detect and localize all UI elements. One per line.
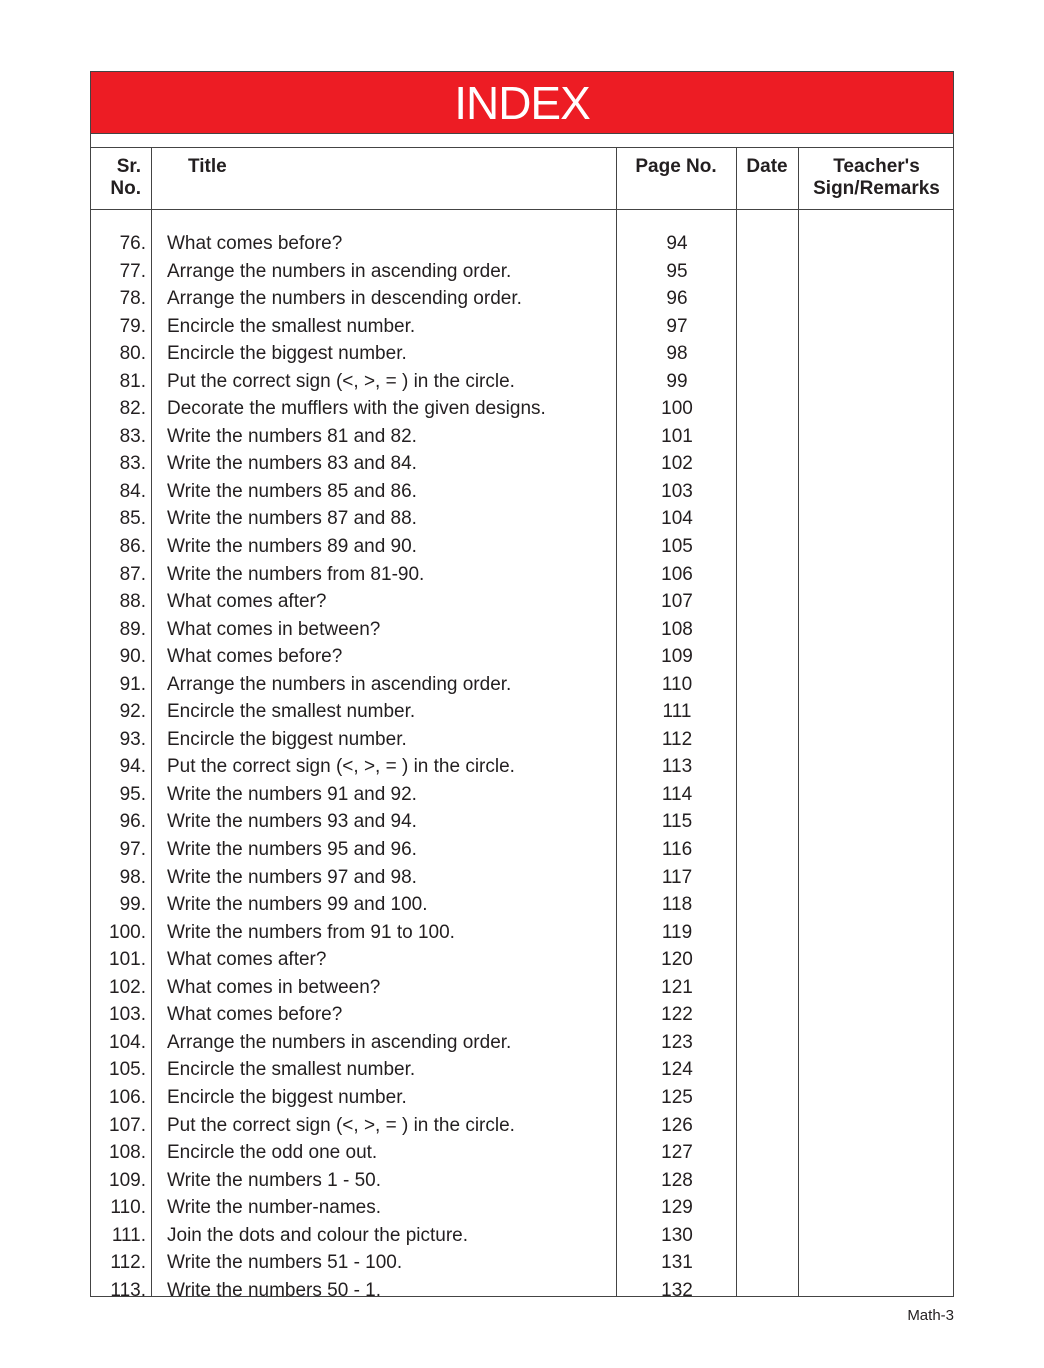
- table-row: [91, 781, 953, 809]
- row-sr-no: 110.: [110, 1197, 146, 1219]
- row-page-no: 115: [661, 811, 693, 833]
- row-title: What comes before?: [167, 646, 343, 668]
- row-sr-no: 97.: [119, 839, 146, 861]
- table-body: [91, 230, 953, 1297]
- row-title: Encircle the smallest number.: [167, 701, 416, 723]
- header-sr-label: Sr.: [116, 156, 141, 177]
- row-sr-no: 79.: [119, 315, 146, 337]
- row-sr-no: 105.: [109, 1059, 146, 1081]
- row-title: Write the number-names.: [167, 1197, 382, 1219]
- row-sr-no: 82.: [119, 398, 146, 420]
- table-row: [91, 616, 953, 644]
- row-title: What comes before?: [167, 1004, 343, 1026]
- row-sr-no: 106.: [109, 1086, 146, 1108]
- row-sr-no: 104.: [109, 1031, 146, 1053]
- row-sr-no: 77.: [119, 260, 146, 282]
- table-row: [91, 698, 953, 726]
- row-title: Arrange the numbers in ascending order.: [167, 260, 512, 282]
- header-remarks: [798, 156, 954, 200]
- row-title: Join the dots and colour the picture.: [167, 1224, 469, 1246]
- row-title: Write the numbers 93 and 94.: [167, 811, 417, 833]
- row-sr-no: 89.: [119, 618, 146, 640]
- row-page-no: 98: [666, 343, 688, 365]
- table-row: [91, 946, 953, 974]
- row-page-no: 117: [661, 866, 693, 888]
- row-page-no: 114: [661, 783, 693, 805]
- table-row: [91, 919, 953, 947]
- row-page-no: 122: [661, 1004, 693, 1026]
- table-row: [91, 368, 953, 396]
- row-sr-no: 99.: [119, 894, 146, 916]
- row-page-no: 120: [661, 949, 693, 971]
- row-title: What comes after?: [167, 949, 327, 971]
- table-row: [91, 1277, 953, 1297]
- header-teachers-label: Teacher's: [833, 156, 920, 177]
- row-sr-no: 98.: [119, 866, 146, 888]
- row-title: Decorate the mufflers with the given designs.: [167, 398, 546, 420]
- row-page-no: 109: [661, 646, 693, 668]
- row-page-no: 107: [661, 591, 693, 613]
- table-row: [91, 643, 953, 671]
- row-page-no: 121: [661, 976, 693, 998]
- row-title: Put the correct sign (<, >, = ) in the circle.: [167, 370, 515, 392]
- row-title: What comes before?: [167, 233, 343, 254]
- row-sr-no: 76.: [119, 233, 146, 254]
- row-title: Encircle the smallest number.: [167, 1059, 416, 1081]
- row-title: Write the numbers from 91 to 100.: [167, 921, 455, 943]
- row-title: Arrange the numbers in ascending order.: [167, 1031, 512, 1053]
- row-page-no: 108: [661, 618, 693, 640]
- row-page-no: 132: [661, 1279, 693, 1297]
- table-row: [91, 1167, 953, 1195]
- table-row: [91, 423, 953, 451]
- row-page-no: 116: [661, 839, 693, 861]
- row-title: Write the numbers 50 - 1.: [167, 1279, 382, 1297]
- row-page-no: 104: [661, 508, 693, 530]
- row-sr-no: 96.: [119, 811, 146, 833]
- index-table: [90, 71, 954, 1297]
- row-title: Encircle the biggest number.: [167, 343, 407, 365]
- table-row: [91, 478, 953, 506]
- page-footer: Math-3: [907, 1307, 954, 1324]
- table-row: [91, 808, 953, 836]
- row-title: Write the numbers 51 - 100.: [167, 1252, 403, 1274]
- table-row: [91, 561, 953, 589]
- row-sr-no: 109.: [109, 1169, 146, 1191]
- row-page-no: 128: [661, 1169, 693, 1191]
- row-page-no: 110: [661, 673, 693, 695]
- row-page-no: 103: [661, 480, 693, 502]
- row-page-no: 119: [661, 921, 693, 943]
- row-title: Encircle the biggest number.: [167, 1086, 407, 1108]
- row-title: Write the numbers 95 and 96.: [167, 839, 417, 861]
- row-sr-no: 95.: [119, 783, 146, 805]
- row-title: Encircle the biggest number.: [167, 728, 407, 750]
- header-sign-remarks-label: Sign/Remarks: [813, 178, 940, 199]
- row-sr-no: 101.: [109, 949, 146, 971]
- table-row: [91, 753, 953, 781]
- table-row: [91, 726, 953, 754]
- row-sr-no: 112.: [110, 1252, 146, 1274]
- row-page-no: 97: [666, 315, 688, 337]
- row-title: Encircle the smallest number.: [167, 315, 416, 337]
- table-row: [91, 533, 953, 561]
- row-page-no: 100: [661, 398, 693, 420]
- row-page-no: 94: [666, 233, 688, 254]
- row-sr-no: 83.: [119, 453, 146, 475]
- row-sr-no: 78.: [119, 288, 146, 310]
- table-row: [91, 1222, 953, 1250]
- row-title: Write the numbers 97 and 98.: [167, 866, 417, 888]
- row-page-no: 125: [661, 1086, 693, 1108]
- table-row: [91, 1056, 953, 1084]
- row-sr-no: 113.: [110, 1279, 146, 1297]
- row-title: Write the numbers 87 and 88.: [167, 508, 417, 530]
- index-heading: INDEX: [91, 72, 953, 134]
- row-page-no: 111: [662, 701, 692, 723]
- row-title: What comes after?: [167, 591, 327, 613]
- header-sr-no: [91, 156, 141, 200]
- table-row: [91, 340, 953, 368]
- row-page-no: 126: [661, 1114, 693, 1136]
- table-row: [91, 505, 953, 533]
- row-sr-no: 86.: [119, 536, 146, 558]
- table-row: [91, 864, 953, 892]
- row-title: Put the correct sign (<, >, = ) in the circle.: [167, 756, 515, 778]
- row-page-no: 95: [666, 260, 688, 282]
- row-title: What comes in between?: [167, 618, 381, 640]
- spacer-row: [91, 134, 953, 148]
- row-sr-no: 100.: [109, 921, 146, 943]
- row-sr-no: 93.: [119, 728, 146, 750]
- row-sr-no: 108.: [109, 1142, 146, 1164]
- table-row: [91, 1084, 953, 1112]
- table-row: [91, 1249, 953, 1277]
- row-sr-no: 83.: [119, 425, 146, 447]
- header-page-no: Page No.: [635, 156, 717, 177]
- row-title: Write the numbers 83 and 84.: [167, 453, 417, 475]
- row-page-no: 118: [661, 894, 693, 916]
- table-row: [91, 313, 953, 341]
- table-row: [91, 395, 953, 423]
- table-row: [91, 258, 953, 286]
- row-sr-no: 85.: [119, 508, 146, 530]
- row-sr-no: 87.: [119, 563, 146, 585]
- table-row: [91, 588, 953, 616]
- row-sr-no: 102.: [109, 976, 146, 998]
- row-title: Arrange the numbers in ascending order.: [167, 673, 512, 695]
- row-page-no: 101: [661, 425, 693, 447]
- table-row: [91, 1001, 953, 1029]
- row-page-no: 113: [661, 756, 693, 778]
- row-page-no: 112: [661, 728, 693, 750]
- table-row: [91, 891, 953, 919]
- row-title: What comes in between?: [167, 976, 381, 998]
- table-row: [91, 285, 953, 313]
- row-sr-no: 81.: [119, 370, 146, 392]
- row-title: Write the numbers 1 - 50.: [167, 1169, 382, 1191]
- row-page-no: 129: [661, 1197, 693, 1219]
- table-row: [91, 230, 953, 258]
- row-page-no: 130: [661, 1224, 693, 1246]
- table-row: [91, 1112, 953, 1140]
- row-page-no: 124: [661, 1059, 693, 1081]
- header-date: Date: [746, 156, 788, 177]
- row-sr-no: 88.: [119, 591, 146, 613]
- row-page-no: 96: [666, 288, 688, 310]
- table-row: [91, 450, 953, 478]
- row-title: Write the numbers 81 and 82.: [167, 425, 417, 447]
- header-no-label: No.: [110, 178, 141, 199]
- row-sr-no: 111.: [111, 1224, 146, 1246]
- row-sr-no: 80.: [119, 343, 146, 365]
- table-row: [91, 1194, 953, 1222]
- row-page-no: 99: [666, 370, 688, 392]
- row-sr-no: 94.: [119, 756, 146, 778]
- row-title: Write the numbers 85 and 86.: [167, 480, 417, 502]
- table-row: [91, 671, 953, 699]
- row-sr-no: 90.: [119, 646, 146, 668]
- table-row: [91, 1029, 953, 1057]
- row-title: Write the numbers 89 and 90.: [167, 536, 417, 558]
- row-title: Write the numbers from 81-90.: [167, 563, 425, 585]
- row-page-no: 105: [661, 536, 693, 558]
- row-page-no: 106: [661, 563, 693, 585]
- row-sr-no: 91.: [119, 673, 146, 695]
- row-title: Put the correct sign (<, >, = ) in the circle.: [167, 1114, 515, 1136]
- row-page-no: 102: [661, 453, 693, 475]
- row-title: Write the numbers 99 and 100.: [167, 894, 428, 916]
- row-sr-no: 107.: [109, 1114, 146, 1136]
- row-sr-no: 92.: [119, 701, 146, 723]
- row-page-no: 123: [661, 1031, 693, 1053]
- row-page-no: 127: [661, 1142, 693, 1164]
- row-sr-no: 103.: [109, 1004, 146, 1026]
- header-title: Title: [188, 156, 227, 177]
- row-title: Write the numbers 91 and 92.: [167, 783, 417, 805]
- table-row: [91, 1139, 953, 1167]
- table-header: [91, 148, 953, 210]
- row-sr-no: 84.: [119, 480, 146, 502]
- row-title: Arrange the numbers in descending order.: [167, 288, 522, 310]
- row-page-no: 131: [661, 1252, 693, 1274]
- table-row: [91, 836, 953, 864]
- row-title: Encircle the odd one out.: [167, 1142, 378, 1164]
- table-row: [91, 974, 953, 1002]
